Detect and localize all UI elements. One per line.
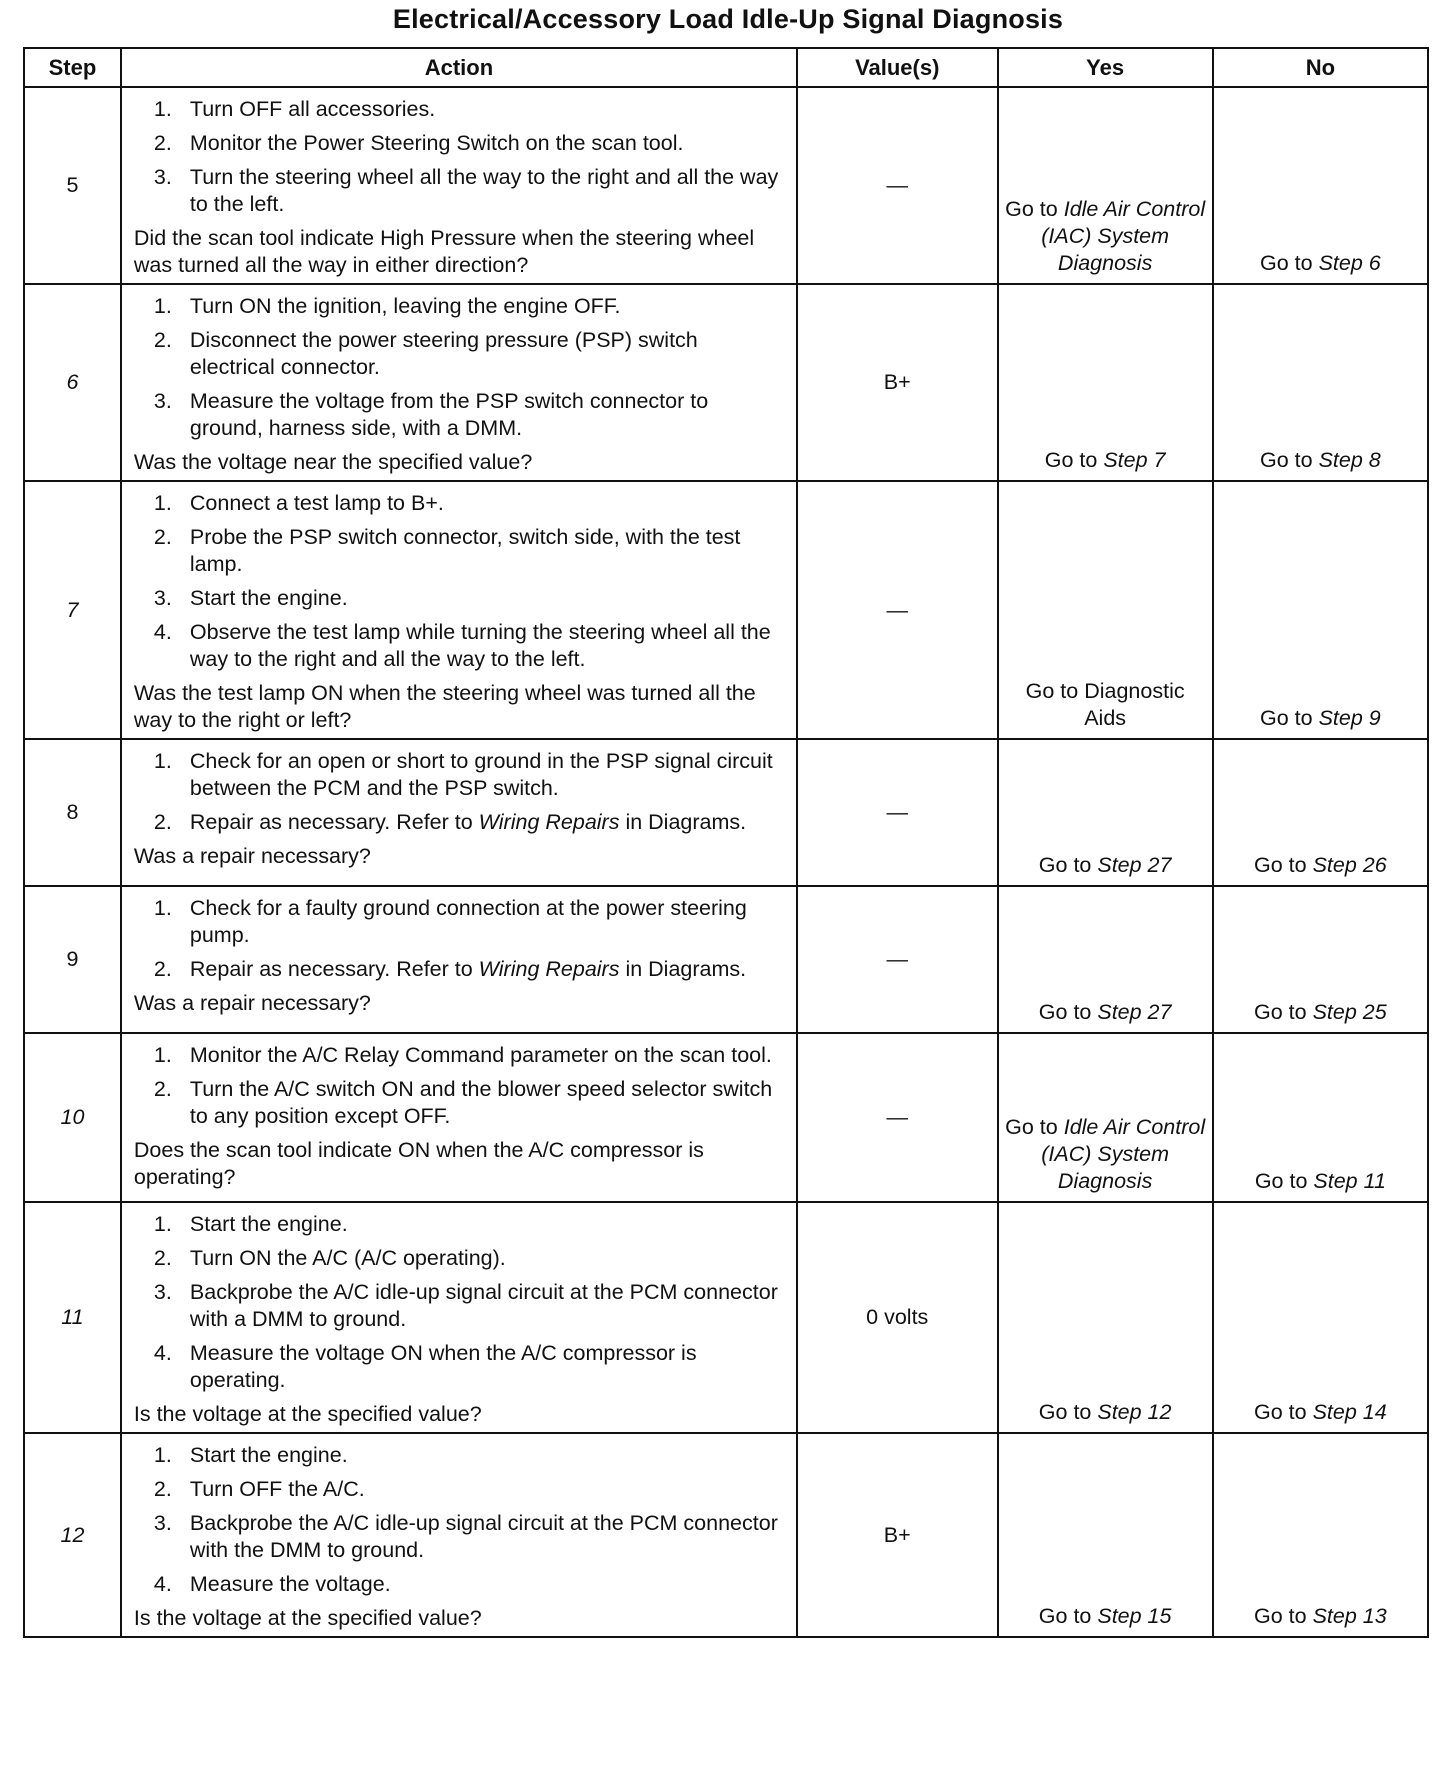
no-cell (1213, 284, 1428, 481)
action-question: Was the voltage near the specified value? (133, 450, 533, 474)
diagnosis-table (23, 47, 1429, 1638)
action-step-number: 1. (153, 1043, 172, 1067)
action-step (134, 1211, 786, 1238)
action-steps-list (134, 490, 786, 673)
text-segment: Probe the PSP switch connector, switch side, with the test lamp. (189, 525, 741, 576)
text-segment: Monitor the Power Steering Switch on the scan tool. (189, 131, 684, 155)
text-segment: Go to (1260, 706, 1319, 730)
yes-cell (998, 1033, 1213, 1202)
table-body (24, 87, 1428, 1637)
action-step (134, 619, 786, 673)
action-step-number: 1. (153, 294, 172, 318)
text-segment: Measure the voltage from the PSP switch connector to ground, harness side, with a DMM. (189, 389, 709, 440)
table-row (24, 284, 1428, 481)
text-segment: Go to (1038, 1400, 1098, 1424)
action-question: Was a repair necessary? (133, 844, 371, 868)
value-cell: — (797, 1033, 998, 1202)
text-segment: Go to (1254, 1169, 1314, 1193)
action-step-number: 1. (153, 1212, 172, 1236)
action-step (134, 96, 786, 123)
value-cell: B+ (797, 1433, 998, 1637)
text-segment: Connect a test lamp to B+. (189, 491, 444, 515)
yes-cell (998, 87, 1213, 284)
no-cell (1213, 481, 1428, 739)
text-segment: Go to (1254, 1000, 1313, 1024)
italic-text: Step 13 (1312, 1604, 1387, 1628)
action-step-number: 2. (153, 810, 172, 834)
action-step-number: 2. (153, 1077, 172, 1101)
action-step (134, 748, 786, 802)
action-step (134, 1279, 786, 1333)
text-segment: Turn OFF the A/C. (189, 1477, 365, 1501)
italic-text: Step 9 (1318, 706, 1381, 730)
text-segment: Measure the voltage. (189, 1572, 391, 1596)
text-segment: Go to (1005, 1115, 1064, 1139)
action-steps-list (134, 1211, 786, 1394)
text-segment: Go to (1038, 853, 1098, 877)
italic-text: Idle Air Control (IAC) System Diagnosis (1041, 197, 1206, 275)
italic-text: Step 12 (1097, 1400, 1172, 1424)
action-steps-list (134, 748, 786, 836)
action-question: Does the scan tool indicate ON when the A/C compressor is operating? (133, 1138, 704, 1189)
action-step-number: 1. (153, 97, 172, 121)
italic-text: Wiring Repairs (478, 957, 620, 981)
step-number: 7 (24, 481, 121, 739)
action-steps-list (134, 293, 786, 442)
action-steps-list (134, 895, 786, 983)
action-step (134, 809, 786, 836)
italic-text: Wiring Repairs (478, 810, 620, 834)
text-segment: Start the engine. (189, 1443, 348, 1467)
text-segment: Turn ON the ignition, leaving the engine OFF. (189, 294, 621, 318)
action-step-number: 4. (153, 1341, 172, 1365)
table-row (24, 87, 1428, 284)
action-question: Is the voltage at the specified value? (133, 1402, 482, 1426)
text-segment: Turn ON the A/C (A/C operating). (189, 1246, 506, 1270)
action-cell (121, 1033, 797, 1202)
value-cell: B+ (797, 284, 998, 481)
text-segment: Start the engine. (189, 1212, 348, 1236)
text-segment: Go to (1038, 1000, 1098, 1024)
italic-text: Step 15 (1097, 1604, 1172, 1628)
action-step-number: 1. (153, 1443, 172, 1467)
action-question: Was a repair necessary? (133, 991, 371, 1015)
action-step (134, 1245, 786, 1272)
yes-cell (998, 1433, 1213, 1637)
action-step-number: 3. (153, 1511, 172, 1535)
step-number: 5 (24, 87, 121, 284)
text-segment: Turn the steering wheel all the way to the right and all the way to the left. (189, 165, 779, 216)
action-cell (121, 1202, 797, 1433)
text-segment: Observe the test lamp while turning the steering wheel all the way to the right and all the way to the left. (189, 620, 771, 671)
action-step-number: 2. (153, 328, 172, 352)
text-segment: Start the engine. (189, 586, 348, 610)
action-step (134, 1442, 786, 1469)
action-step-number: 4. (153, 1572, 172, 1596)
yes-cell (998, 1202, 1213, 1433)
italic-text: Idle Air Control (IAC) System Diagnosis (1041, 1115, 1206, 1193)
action-steps-list (134, 96, 786, 218)
no-cell (1213, 739, 1428, 886)
value-cell: — (797, 739, 998, 886)
text-segment: Backprobe the A/C idle-up signal circuit at the PCM connector with the DMM to ground. (189, 1511, 778, 1562)
no-cell (1213, 1033, 1428, 1202)
action-step (134, 293, 786, 320)
action-step-number: 3. (153, 389, 172, 413)
yes-cell (998, 739, 1213, 886)
text-segment: Backprobe the A/C idle-up signal circuit at the PCM connector with a DMM to ground. (189, 1280, 778, 1331)
yes-cell (998, 481, 1213, 739)
action-step (134, 956, 786, 983)
text-segment: Turn the A/C switch ON and the blower speed selector switch to any position except OFF. (189, 1077, 773, 1128)
no-cell (1213, 1433, 1428, 1637)
value-cell: — (797, 481, 998, 739)
table-row (24, 1033, 1428, 1202)
header-no: No (1213, 48, 1428, 87)
text-segment: Go to (1254, 1604, 1313, 1628)
table-row (24, 1433, 1428, 1637)
action-cell (121, 1433, 797, 1637)
action-cell (121, 739, 797, 886)
step-number: 12 (24, 1433, 121, 1637)
action-step-number: 1. (153, 749, 172, 773)
text-segment: Go to (1254, 1400, 1313, 1424)
action-step (134, 895, 786, 949)
action-cell (121, 87, 797, 284)
italic-text: Step 7 (1103, 448, 1166, 472)
yes-cell (998, 284, 1213, 481)
italic-text: Step 27 (1097, 1000, 1172, 1024)
step-number: 9 (24, 886, 121, 1033)
text-segment: Turn OFF all accessories. (189, 97, 436, 121)
action-step (134, 1571, 786, 1598)
text-segment: Go to (1038, 1604, 1098, 1628)
italic-text: Step 8 (1318, 448, 1381, 472)
action-step-number: 3. (153, 586, 172, 610)
header-yes: Yes (998, 48, 1213, 87)
action-question: Did the scan tool indicate High Pressure when the steering wheel was turned all the way in either direction? (133, 226, 755, 277)
text-segment: Repair as necessary. Refer to (189, 810, 479, 834)
action-step-number: 2. (153, 1246, 172, 1270)
table-row (24, 739, 1428, 886)
step-number: 6 (24, 284, 121, 481)
table-row (24, 886, 1428, 1033)
action-step (134, 327, 786, 381)
no-cell (1213, 1202, 1428, 1433)
action-step (134, 164, 786, 218)
action-cell (121, 284, 797, 481)
text-segment: Go to (1260, 448, 1319, 472)
text-segment: in Diagrams. (619, 957, 747, 981)
text-segment: Check for a faulty ground connection at the power steering pump. (189, 896, 747, 947)
action-step-number: 1. (153, 491, 172, 515)
table-row (24, 1202, 1428, 1433)
action-step-number: 2. (153, 525, 172, 549)
italic-text: Step 6 (1318, 251, 1381, 275)
text-segment: Go to (1254, 853, 1313, 877)
action-step (134, 490, 786, 517)
text-segment: Measure the voltage ON when the A/C compressor is operating. (189, 1341, 697, 1392)
value-cell: — (797, 886, 998, 1033)
no-cell (1213, 886, 1428, 1033)
action-step (134, 1510, 786, 1564)
action-step (134, 585, 786, 612)
italic-text: Step 11 (1313, 1169, 1386, 1193)
action-question: Was the test lamp ON when the steering wheel was turned all the way to the right or left? (133, 681, 756, 732)
action-cell (121, 886, 797, 1033)
text-segment: Monitor the A/C Relay Command parameter on the scan tool. (189, 1043, 772, 1067)
action-step-number: 3. (153, 165, 172, 189)
action-cell (121, 481, 797, 739)
action-step-number: 3. (153, 1280, 172, 1304)
action-step (134, 1340, 786, 1394)
action-step-number: 1. (153, 896, 172, 920)
action-step (134, 130, 786, 157)
text-segment: Disconnect the power steering pressure (PSP) switch electrical connector. (189, 328, 698, 379)
text-segment: Check for an open or short to ground in the PSP signal circuit between the PCM and the PSP switch. (189, 749, 773, 800)
italic-text: Step 27 (1097, 853, 1172, 877)
value-cell: — (797, 87, 998, 284)
italic-text: Step 14 (1312, 1400, 1387, 1424)
action-question: Is the voltage at the specified value? (133, 1606, 482, 1630)
no-cell (1213, 87, 1428, 284)
text-segment: Go to (1005, 197, 1064, 221)
step-number: 10 (24, 1033, 121, 1202)
italic-text: Step 26 (1312, 853, 1387, 877)
header-action: Action (121, 48, 797, 87)
action-step (134, 1042, 786, 1069)
text-segment: Go to Diagnostic Aids (1025, 679, 1185, 730)
action-step-number: 2. (153, 957, 172, 981)
action-steps-list (134, 1042, 786, 1130)
step-number: 11 (24, 1202, 121, 1433)
action-steps-list (134, 1442, 786, 1598)
action-step (134, 1076, 786, 1130)
step-number: 8 (24, 739, 121, 886)
yes-cell (998, 886, 1213, 1033)
table-row (24, 481, 1428, 739)
page-title: Electrical/Accessory Load Idle-Up Signal Diagnosis (392, 4, 1064, 34)
action-step-number: 4. (153, 620, 172, 644)
action-step-number: 2. (153, 131, 172, 155)
value-cell: 0 volts (797, 1202, 998, 1433)
italic-text: Step 25 (1312, 1000, 1387, 1024)
action-step (134, 524, 786, 578)
text-segment: in Diagrams. (619, 810, 747, 834)
action-step (134, 1476, 786, 1503)
text-segment: Go to (1260, 251, 1319, 275)
header-step: Step (24, 48, 121, 87)
action-step-number: 2. (153, 1477, 172, 1501)
text-segment: Repair as necessary. Refer to (189, 957, 479, 981)
header-value: Value(s) (797, 48, 998, 87)
action-step (134, 388, 786, 442)
table-header-row (24, 48, 1428, 87)
text-segment: Go to (1044, 448, 1104, 472)
